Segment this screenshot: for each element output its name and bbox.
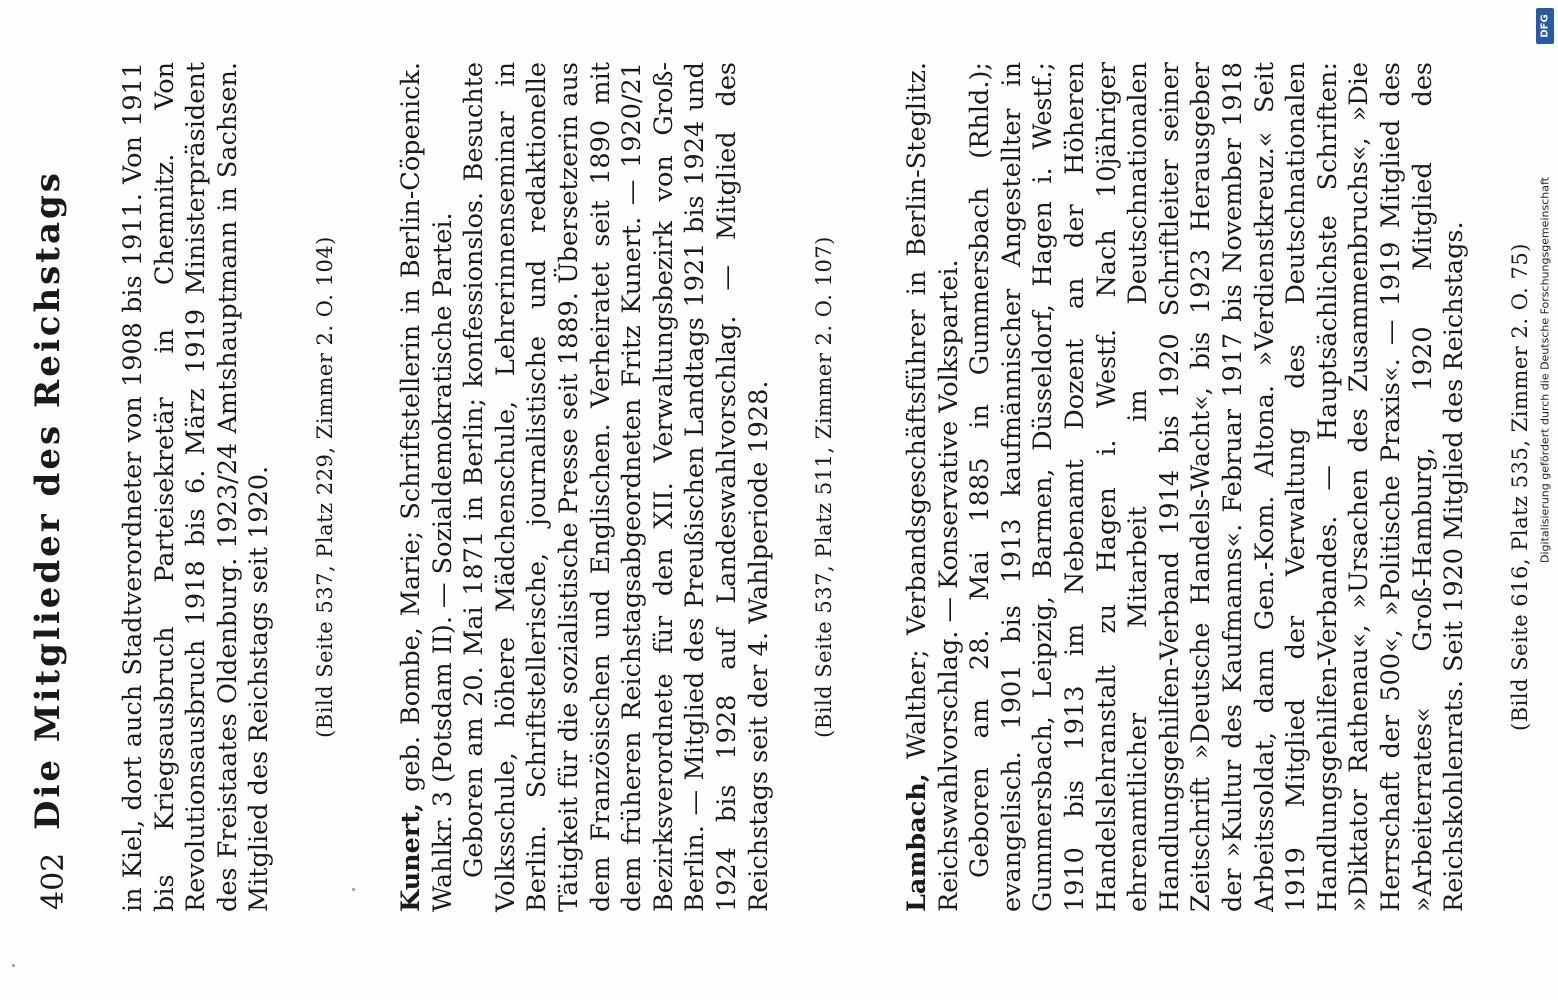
biography-text: in Kiel, dort auch Stadtverordneter von 1908 bis 1911. Von 1911 bis Kriegsausbruch Parteisekretär in Chemnitz. Von Revolutionsausbruch 1918 bis 6. März 1919 Ministerpräsident des Freistaates Oldenburg. 1923/24 Amtshauptmann in Sachsen. Mitglied des Reichstags seit 1920. bbox=[118, 62, 275, 912]
image-reference-caption: (Bild Seite 537, Platz 229, Zimmer 2. O. 104) bbox=[312, 236, 337, 738]
page-number: 402 bbox=[36, 852, 71, 910]
page-header-title: Die Mitglieder des Reichstags bbox=[28, 170, 68, 830]
biography-entry-continuation bbox=[118, 62, 342, 912]
member-intro: geb. Bombe, Marie; Schriftstellerin in Berlin-Cöpenick. Wahlkr. 3 (Potsdam II). — Sozialdemokratische Partei. bbox=[396, 61, 458, 912]
image-reference-caption: (Bild Seite 537, Platz 511, Zimmer 2. O. 107) bbox=[812, 236, 837, 738]
image-reference-caption: (Bild Seite 616, Platz 535, Zimmer 2. O. 75) bbox=[1507, 243, 1532, 731]
biography-heading bbox=[902, 62, 965, 912]
running-head bbox=[22, 0, 82, 1000]
scan-speck bbox=[352, 888, 355, 891]
dfg-logo-text: DFG bbox=[1539, 14, 1551, 38]
biography-entry-lambach bbox=[902, 62, 1536, 912]
member-intro: Walther; Verbandsgeschäftsführer in Berlin-Steglitz. Reichswahlvorschlag. — Konservative Volkspartei. bbox=[902, 62, 964, 912]
biography-text: Geboren am 28. Mai 1885 in Gummersbach (Rhld.); evangelisch. 1901 bis 1913 kaufmännischer Angestellter in Gummersbach, Leipzig, Barmen, Düsseldorf, Hagen i. Westf.; 1910 bis 1913 im Nebenamt Dozent an der Höheren Handelslehranstalt zu Hagen i. Westf. Nach 10jähriger ehrenamtlicher Mitarbeit im Deutschnationalen Handlungsgehilfen-Verband 1914 bis 1920 Schriftleiter seiner Zeitschrift »Deutsche Handels-Wacht«, bis 1923 Herausgeber der »Kultur des Kaufmanns«. Februar 1917 bis November 1918 Arbeitssoldat, dann Gen.-Kom. Altona. »Verdienstkreuz.« Seit 1919 Mitglied der Verwaltung des Deutschnationalen Handlungsgehilfen-Verbandes. — Hauptsächlichste Schriften: »Diktator Rathenau«, »Ursachen des Zusammenbruchs«, »Die Herrschaft der 500«, »Politische Praxis«. — 1919 Mitglied des »Arbeiterrates« Groß-Hamburg, 1920 Mitglied des Reichskohlenrats. Seit 1920 Mitglied des Reichstags. bbox=[965, 62, 1470, 912]
scan-speck bbox=[12, 964, 15, 967]
member-name: Lambach, bbox=[902, 773, 932, 912]
digitization-credit: Digitalisierung gefördert durch die Deutsche Forschungsgemeinschaft bbox=[1538, 177, 1552, 563]
biography-text: Geboren am 20. Mai 1871 in Berlin; konfessionslos. Besuchte Volksschule, höhere Mädchenschule, Lehrerinnenseminar in Berlin. Schriftstellerische, journalistische und redaktionelle Tätigkeit für die sozialistische Presse seit 1889. Übersetzerin aus dem Französischen und Englischen. Verheiratet seit 1890 mit dem früheren Reichstagsabgeordneten Fritz Kunert. — 1920/21 Bezirksverordnete für den XII. Verwaltungsbezirk von Groß-Berlin. — Mitglied des Preußischen Landtags 1921 bis 1924 und 1924 bis 1928 auf Landeswahlvorschlag. — Mitglied des Reichstags seit der 4. Wahlperiode 1928. bbox=[459, 62, 774, 912]
digitization-credit-strip bbox=[1536, 0, 1554, 1000]
dfg-logo bbox=[1536, 8, 1554, 44]
biography-entry-kunert bbox=[396, 62, 841, 912]
biography-heading bbox=[396, 62, 459, 912]
member-name: Kunert, bbox=[396, 803, 426, 912]
